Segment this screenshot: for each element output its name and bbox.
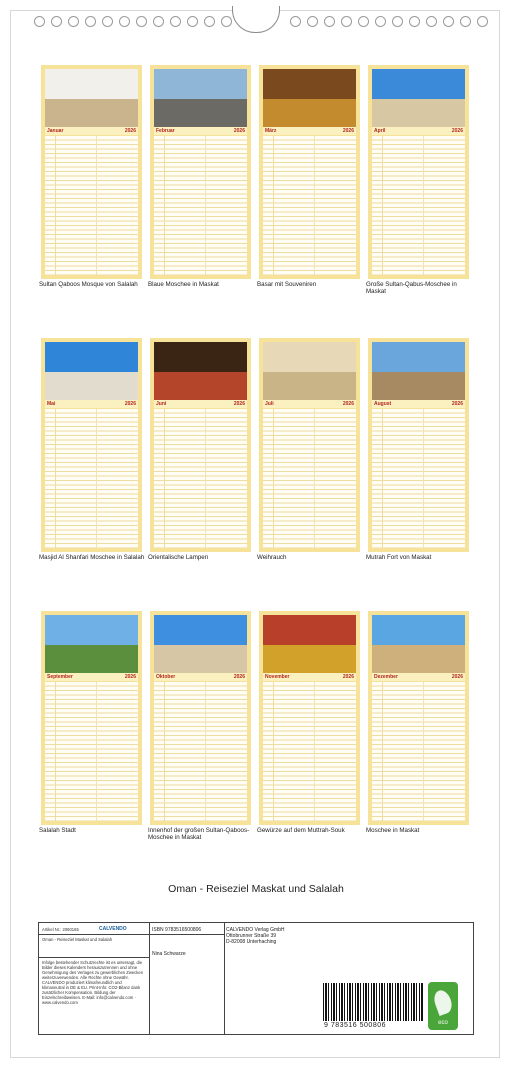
day-grid	[372, 409, 465, 548]
month-card	[150, 611, 251, 825]
binding-hole	[102, 16, 113, 27]
month-card	[150, 338, 251, 552]
binding-hole	[170, 16, 181, 27]
month-year: 2026	[124, 674, 136, 680]
month-year: 2026	[342, 401, 354, 407]
month-photo	[263, 69, 356, 127]
month-header	[45, 673, 138, 681]
month-header	[45, 127, 138, 135]
month-year: 2026	[342, 674, 354, 680]
month-header	[45, 400, 138, 408]
publisher-logo: CALVENDO	[99, 926, 127, 932]
month-name: März	[265, 128, 277, 134]
product-title: Oman - Reiseziel Maskat und Salalah	[42, 937, 113, 942]
barcode-number: 9 783516 500806	[324, 1022, 386, 1029]
month-card	[259, 611, 360, 825]
month-caption: Moschee in Maskat	[366, 827, 420, 834]
legal-text: Infolge bestehender Schutzrechte ist es untersagt, die Bilder dieses Kalenders herauszutrennen und ohne Genehmigung des Verlages zu gewerblichen Zwecken weiterzuverwenden. Alle Rechte ohne Gewähr. CALVENDO produziert klimafreundlich und klimaneutral in DE & EU. Print-Info: CO2-Bilanz dank zusätzlicher Kompensation. Bildung der Einzelschreibweisen. E-Mail: info@calvendo.com · www.calvendo.com	[42, 960, 144, 1005]
day-grid	[45, 136, 138, 275]
month-year: 2026	[233, 401, 245, 407]
month-year: 2026	[451, 401, 463, 407]
day-grid	[263, 682, 356, 821]
month-name: Oktober	[156, 674, 176, 680]
month-caption: Masjid Al Shanfari Moschee in Salalah	[39, 554, 145, 561]
binding-hole	[136, 16, 147, 27]
article-number: 2060165	[62, 927, 79, 932]
binding-hole	[119, 16, 130, 27]
month-year: 2026	[233, 128, 245, 134]
publisher-name: CALVENDO Verlag GmbH	[226, 927, 285, 933]
month-photo	[45, 342, 138, 400]
month-header	[263, 673, 356, 681]
binding-hole	[51, 16, 62, 27]
month-card	[259, 338, 360, 552]
binding-hole	[443, 16, 454, 27]
month-caption: Basar mit Souveniren	[257, 281, 317, 288]
month-caption: Blaue Moschee in Maskat	[148, 281, 219, 288]
binding-hole	[358, 16, 369, 27]
binding-hole	[426, 16, 437, 27]
day-grid	[154, 136, 247, 275]
month-caption: Gewürze auf dem Muttrah-Souk	[257, 827, 345, 834]
day-grid	[154, 682, 247, 821]
binding-hole	[85, 16, 96, 27]
month-header	[372, 400, 465, 408]
binding-hole	[307, 16, 318, 27]
day-grid	[263, 136, 356, 275]
month-header	[154, 127, 247, 135]
day-grid	[372, 136, 465, 275]
month-name: August	[374, 401, 392, 407]
day-grid	[263, 409, 356, 548]
month-photo	[372, 615, 465, 673]
binding-hole	[221, 16, 232, 27]
month-card	[150, 65, 251, 279]
month-caption: Salalah Stadt	[39, 827, 76, 834]
binding-hole	[204, 16, 215, 27]
month-card	[368, 338, 469, 552]
month-caption: Große Sultan-Qabus-Moschee in Maskat	[366, 281, 457, 295]
info-block	[38, 922, 474, 1035]
month-photo	[263, 342, 356, 400]
month-card	[41, 611, 142, 825]
month-photo	[154, 69, 247, 127]
month-year: 2026	[124, 401, 136, 407]
month-header	[263, 127, 356, 135]
month-photo	[372, 342, 465, 400]
month-name: Februar	[156, 128, 175, 134]
article-label: Artikel Nr.:	[42, 927, 62, 932]
publisher-city: D-82008 Unterhaching	[226, 939, 277, 945]
month-year: 2026	[124, 128, 136, 134]
day-grid	[45, 409, 138, 548]
month-name: Mai	[47, 401, 56, 407]
info-col-middle	[149, 923, 225, 1034]
month-caption: Orientalische Lampen	[148, 554, 209, 561]
binding-hole	[341, 16, 352, 27]
binding-hole	[153, 16, 164, 27]
day-grid	[154, 409, 247, 548]
month-photo	[154, 615, 247, 673]
author: Nina Schwarze	[152, 951, 186, 957]
month-card	[368, 65, 469, 279]
month-year: 2026	[451, 674, 463, 680]
month-caption: Innenhof der großen Sultan-Qaboos-Moschee in Maskat	[148, 827, 250, 841]
month-year: 2026	[451, 128, 463, 134]
month-photo	[263, 615, 356, 673]
month-header	[154, 673, 247, 681]
month-card	[41, 338, 142, 552]
leaf-icon	[431, 988, 454, 1016]
month-caption: Weihrauch	[257, 554, 287, 561]
month-photo	[372, 69, 465, 127]
month-caption: Sultan Qaboos Mosque von Salalah	[39, 281, 138, 288]
month-card	[41, 65, 142, 279]
month-header	[154, 400, 247, 408]
publisher-address	[226, 927, 285, 945]
month-caption: Mutrah Fort von Maskat	[366, 554, 432, 561]
month-header	[372, 127, 465, 135]
binding-hole	[477, 16, 488, 27]
month-name: April	[374, 128, 386, 134]
isbn: ISBN 9783516500806	[152, 927, 202, 933]
month-photo	[45, 615, 138, 673]
barcode	[323, 983, 423, 1021]
month-name: Juni	[156, 401, 167, 407]
month-name: Dezember	[374, 674, 398, 680]
day-grid	[372, 682, 465, 821]
day-grid	[45, 682, 138, 821]
month-name: Juli	[265, 401, 274, 407]
month-name: September	[47, 674, 73, 680]
binding-hole	[409, 16, 420, 27]
binding-hole	[290, 16, 301, 27]
binding-hole	[375, 16, 386, 27]
month-year: 2026	[233, 674, 245, 680]
calendar-title: Oman - Reiseziel Maskat und Salalah	[168, 883, 344, 895]
binding-hole	[392, 16, 403, 27]
eco-badge	[428, 982, 458, 1030]
month-photo	[154, 342, 247, 400]
month-year: 2026	[342, 128, 354, 134]
month-header	[263, 400, 356, 408]
binding-hole	[68, 16, 79, 27]
month-header	[372, 673, 465, 681]
binding-hole	[34, 16, 45, 27]
month-card	[368, 611, 469, 825]
binding-hole	[324, 16, 335, 27]
info-col-left	[39, 923, 150, 1034]
eco-label: eco	[438, 1020, 448, 1026]
month-name: November	[265, 674, 290, 680]
month-photo	[45, 69, 138, 127]
binding-hole	[460, 16, 471, 27]
month-name: Januar	[47, 128, 64, 134]
month-card	[259, 65, 360, 279]
publisher-street: Ottobrunner Straße 39	[226, 933, 277, 939]
binding-hole	[187, 16, 198, 27]
